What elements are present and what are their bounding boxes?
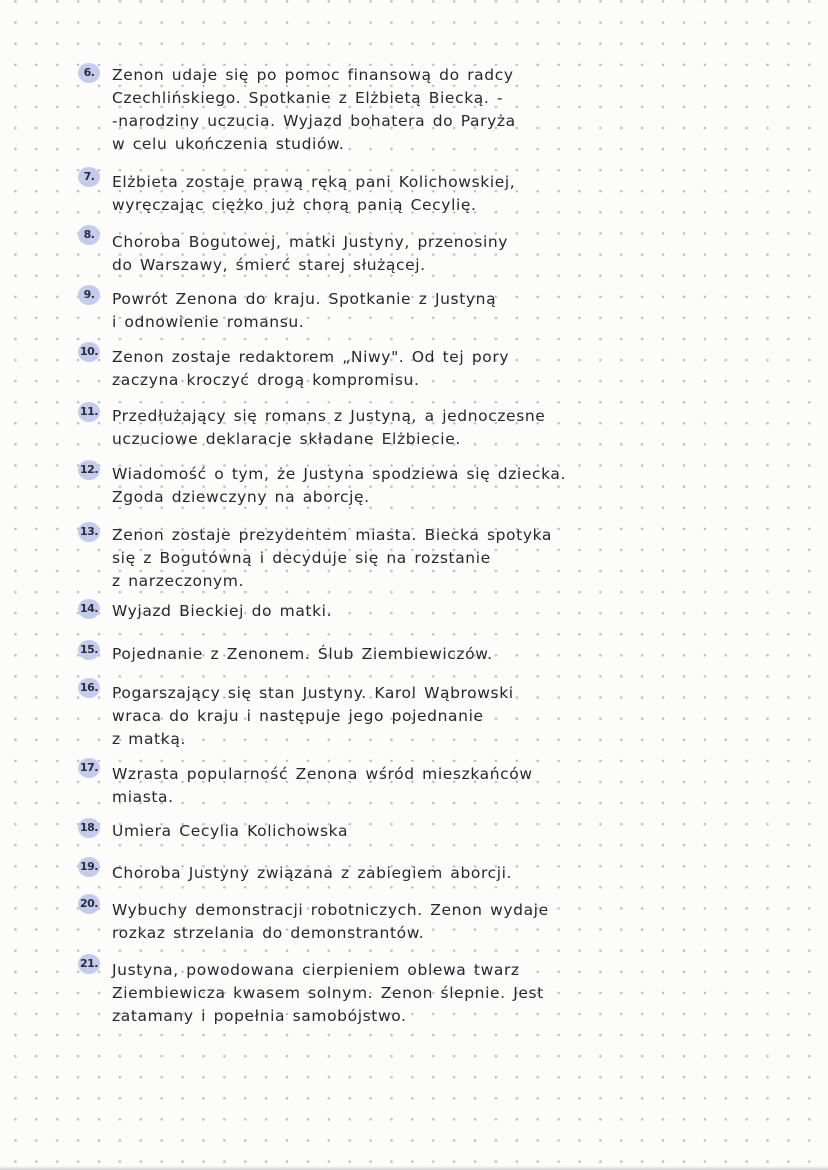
page-bottom-edge: [0, 1166, 828, 1170]
item-text: Elżbieta zostaje prawą ręką pani Kolichowskiej, wyręczając ciężko już chorą panią Cecylię.: [112, 173, 516, 214]
item-number-badge: 10.: [78, 342, 100, 362]
item-text: Powrót Zenona do kraju. Spotkanie z Justyną i odnowienie romansu.: [112, 290, 497, 331]
item-number-badge: 6.: [78, 63, 100, 83]
item-text: Wybuchy demonstracji robotniczych. Zenon wydaje rozkaz strzelania do demonstrantów.: [112, 901, 549, 942]
item-text: Pogarszający się stan Justyny. Karol Wąbrowski wraca do kraju i następuje jego pojednanie z matką.: [112, 684, 514, 748]
item-number-badge: 19.: [78, 857, 100, 877]
item-text: Zenon zostaje prezydentem miasta. Biecka spotyka się z Bogutówną i decyduje się na rozstanie z narzeczonym.: [112, 526, 552, 590]
item-text: Wiadomość o tym, że Justyna spodziewa się dziecka. Zgoda dziewczyny na aborcję.: [112, 465, 567, 506]
item-number-badge: 7.: [78, 167, 100, 187]
item-number-badge: 20.: [78, 894, 100, 914]
item-text: Choroba Justyny związana z zabiegiem aborcji.: [112, 864, 513, 882]
item-text: Wyjazd Bieckiej do matki.: [112, 602, 333, 620]
item-number-badge: 17.: [78, 758, 100, 778]
item-text: Pojednanie z Zenonem. Ślub Ziembiewiczów.: [112, 645, 493, 663]
item-text: Zenon zostaje redaktorem „Niwy". Od tej pory zaczyna kroczyć drogą kompromisu.: [112, 348, 510, 389]
item-number-badge: 13.: [78, 522, 100, 542]
item-number-badge: 14.: [78, 599, 100, 619]
item-number-badge: 21.: [78, 954, 100, 974]
item-text: Justyna, powodowana cierpieniem oblewa twarz Ziembiewicza kwasem solnym. Zenon ślepnie. Jest zatamany i popełnia samobójstwo.: [112, 961, 544, 1025]
item-number-badge: 18.: [78, 818, 100, 838]
item-number-badge: 15.: [78, 640, 100, 660]
item-number-badge: 9.: [78, 285, 100, 305]
item-text: Choroba Bogutowej, matki Justyny, przenosiny do Warszawy, śmierć starej służącej.: [112, 233, 509, 274]
item-number-badge: 8.: [78, 225, 100, 245]
item-text: Zenon udaje się po pomoc finansową do radcy Czechlińskiego. Spotkanie z Elżbietą Biecką. - -narodziny uczucia. Wyjazd bohatera do Paryża w celu ukończenia studiów.: [112, 66, 516, 153]
item-number-badge: 12.: [78, 460, 100, 480]
item-text: Wzrasta popularność Zenona wśród mieszkańców miasta.: [112, 765, 533, 806]
item-text: Przedłużający się romans z Justyną, a jednoczesne uczuciowe deklaracje składane Elżbiecie.: [112, 407, 546, 448]
item-number-badge: 11.: [78, 402, 100, 422]
item-text: Umiera Cecylia Kolichowska: [112, 822, 349, 840]
item-number-badge: 16.: [78, 678, 100, 698]
